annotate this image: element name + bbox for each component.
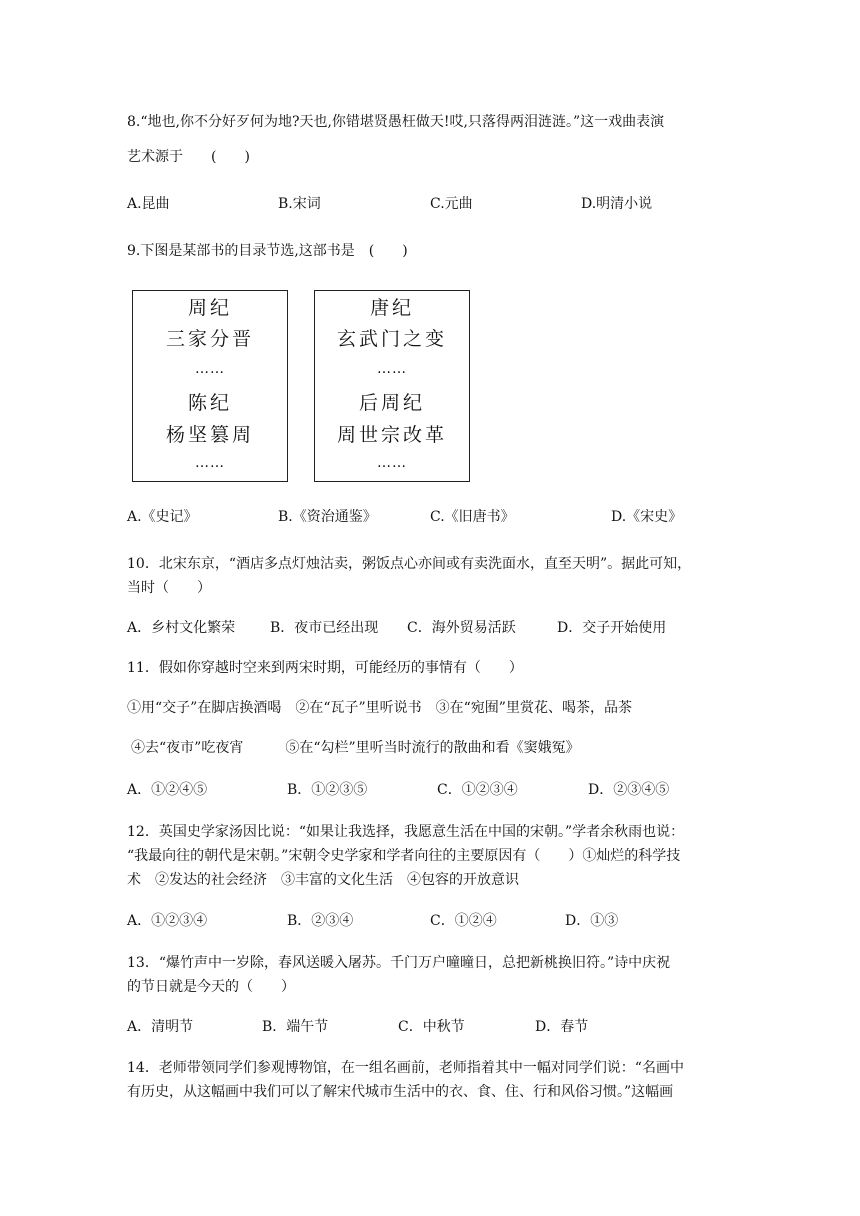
- q8-option-d: D.明清小说: [581, 196, 653, 212]
- q10-option-b: B．夜市已经出现: [270, 620, 379, 636]
- q14-stem-line1: 14．老师带领同学们参观博物馆，在一组名画前，老师指着其中一幅对同学们说：“名画中: [127, 1060, 684, 1076]
- q8-stem-line1: 8.“地也,你不分好歹何为地?天也,你错堪贤愚枉做天!哎,只落得两泪涟涟。”这一戏曲表演: [127, 114, 665, 130]
- q12-option-b: B．②③④: [287, 913, 354, 929]
- catalog-left-entry: 周纪: [187, 297, 232, 319]
- q13-option-d: D．春节: [535, 1019, 589, 1035]
- q10-option-d: D．交子开始使用: [557, 620, 667, 636]
- catalog-right-entry: 唐纪: [369, 297, 414, 319]
- catalog-right-entry: 后周纪: [358, 392, 425, 414]
- catalog-right-ellipsis: ……: [377, 455, 407, 471]
- q12-option-c: C．①②④: [430, 913, 497, 929]
- q10-stem-line2: 当时（ ）: [127, 580, 211, 596]
- q9-stem: 9.下图是某部书的目录节选,这部书是 ( ): [127, 243, 408, 259]
- q11-statement-line2: ④去“夜市”吃夜宵 ⑤在“勾栏”里听当时流行的散曲和看《窦娥冤》: [131, 740, 580, 756]
- q11-stem: 11．假如你穿越时空来到两宋时期，可能经历的事情有（ ）: [127, 660, 523, 676]
- catalog-box-right: [314, 290, 470, 482]
- q12-option-d: D．①③: [565, 913, 619, 929]
- q11-option-c: C．①②③④: [437, 782, 518, 798]
- catalog-right-ellipsis: ……: [377, 361, 407, 377]
- q11-option-b: B．①②③⑤: [287, 782, 368, 798]
- q12-stem-line3: 术 ②发达的社会经济 ③丰富的文化生活 ④包容的开放意识: [127, 872, 519, 888]
- q12-option-a: A．①②③④: [127, 913, 208, 929]
- q11-option-d: D．②③④⑤: [588, 782, 670, 798]
- q10-stem-line1: 10．北宋东京，“酒店多点灯烛沽卖，粥饭点心亦间或有卖洗面水，直至天明”。据此可知，: [127, 556, 692, 572]
- catalog-left-entry: 陈纪: [187, 392, 232, 414]
- q8-option-b: B.宋词: [278, 196, 321, 212]
- catalog-left-ellipsis: ……: [195, 361, 225, 377]
- catalog-left-entry: 杨坚篡周: [165, 424, 254, 446]
- catalog-right-entry: 玄武门之变: [336, 328, 447, 350]
- q13-option-b: B．端午节: [262, 1019, 329, 1035]
- q13-stem-line1: 13．“爆竹声中一岁除，春风送暖入屠苏。千门万户曈曈日，总把新桃换旧符。”诗中庆祝: [127, 955, 671, 971]
- q10-option-c: C．海外贸易活跃: [407, 620, 516, 636]
- q11-statement-line1: ①用“交子”在脚店换酒喝 ②在“瓦子”里听说书 ③在“宛囿”里赏花、喝茶，品茶: [127, 700, 632, 716]
- q8-stem-line2: 艺术源于 ( ): [127, 149, 250, 165]
- q9-option-a: A.《史记》: [127, 509, 198, 525]
- q13-option-c: C．中秋节: [398, 1019, 465, 1035]
- catalog-left-ellipsis: ……: [195, 455, 225, 471]
- q11-option-a: A．①②④⑤: [127, 782, 208, 798]
- q13-option-a: A．清明节: [127, 1019, 194, 1035]
- catalog-left-entry: 三家分晋: [165, 328, 254, 350]
- q14-stem-line2: 有历史，从这幅画中我们可以了解宋代城市生活中的衣、食、住、行和风俗习惯。”这幅画: [127, 1084, 674, 1100]
- catalog-box-left: [132, 290, 288, 482]
- q8-option-a: A.昆曲: [127, 196, 170, 212]
- q13-stem-line2: 的节日就是今天的（ ）: [127, 979, 295, 995]
- q12-stem-line2: “我最向往的朝代是宋朝。”宋朝令史学家和学者向往的主要原因有（ ）①灿烂的科学技: [127, 848, 681, 864]
- q12-stem-line1: 12．英国史学家汤因比说：“如果让我选择，我愿意生活在中国的宋朝。”学者余秋雨也说：: [127, 824, 685, 840]
- catalog-right-entry: 周世宗改革: [336, 424, 447, 446]
- q9-option-c: C.《旧唐书》: [430, 509, 515, 525]
- q8-option-c: C.元曲: [430, 196, 473, 212]
- q10-option-a: A．乡村文化繁荣: [127, 620, 236, 636]
- q9-option-b: B.《资治通鉴》: [278, 509, 377, 525]
- q9-option-d: D.《宋史》: [611, 509, 683, 525]
